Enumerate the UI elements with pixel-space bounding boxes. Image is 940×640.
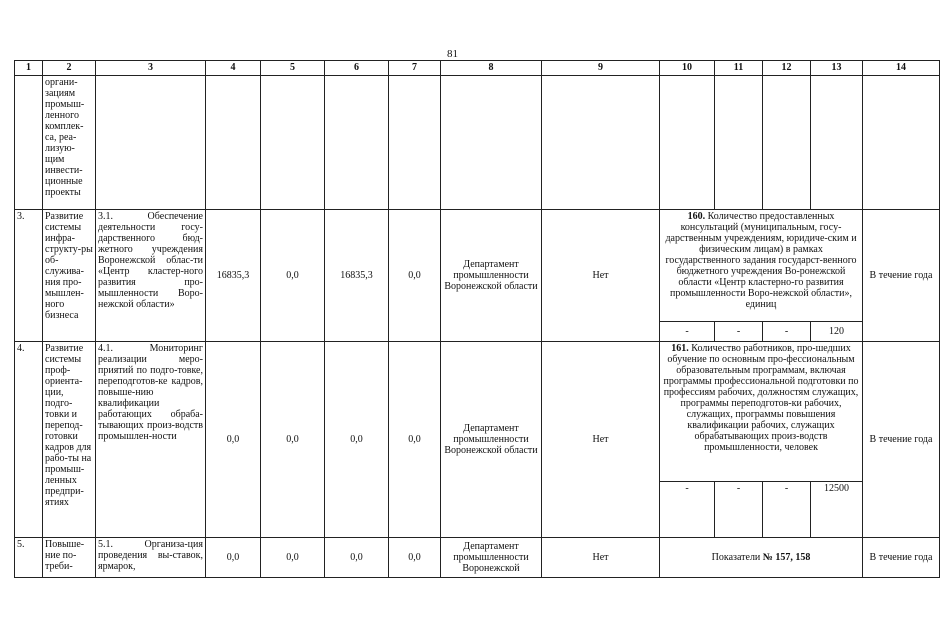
header-cell: 8 xyxy=(441,61,542,76)
table-row-4 xyxy=(15,342,940,482)
row-number: 5. xyxy=(15,538,43,578)
indicator-numbers: № 157, 158 xyxy=(762,552,811,563)
header-cell: 7 xyxy=(389,61,441,76)
value-cell: 12500 xyxy=(811,482,863,538)
deadline-cell: В течение года xyxy=(863,342,940,538)
activity-cell: 5.1. Организа-ция проведения вы-ставок, ярмарок, xyxy=(96,538,206,578)
value-cell: - xyxy=(715,322,763,342)
header-cell: 1 xyxy=(15,61,43,76)
header-cell: 2 xyxy=(43,61,96,76)
indicator-prefix: Показатели xyxy=(711,552,763,563)
risk-cell: Нет xyxy=(542,210,660,342)
funding-regional: 16835,3 xyxy=(325,210,389,342)
header-row xyxy=(15,61,940,76)
direction-cell: Развитие системы проф-ориента-ции, подго-товки и перепод-готовки кадров для рабо-ты на промыш-ленных предпри-ятиях xyxy=(43,342,96,538)
funding-total: 16835,3 xyxy=(206,210,261,342)
table-row-3 xyxy=(15,210,940,322)
table-row-continuation xyxy=(15,76,940,210)
page-number: 81 xyxy=(447,48,458,60)
table-row-5 xyxy=(15,538,940,578)
value-cell: - xyxy=(660,322,715,342)
header-cell: 10 xyxy=(660,61,715,76)
value-cell: - xyxy=(660,482,715,538)
funding-total: 0,0 xyxy=(206,342,261,538)
header-cell: 14 xyxy=(863,61,940,76)
funding-federal: 0,0 xyxy=(261,342,325,538)
header-cell: 12 xyxy=(763,61,811,76)
header-cell: 4 xyxy=(206,61,261,76)
deadline-cell: В течение года xyxy=(863,210,940,342)
direction-cell: органи- зациям промыш- ленного комплек- са, реа- лизую- щим инвести- ционные проекты xyxy=(43,76,96,210)
row-number: 3. xyxy=(15,210,43,342)
value-cell: - xyxy=(763,322,811,342)
funding-other: 0,0 xyxy=(389,342,441,538)
header-cell: 13 xyxy=(811,61,863,76)
value-cell: - xyxy=(715,482,763,538)
value-cell: 120 xyxy=(811,322,863,342)
executor-cell: Департамент промышленности Воронежской области xyxy=(441,342,542,538)
activity-cell: 3.1. Обеспечение деятельности госу-дарственного бюд-жетного учреждения Воронежской облас-ти «Центр кластер-ного развития про-мышленности Воро-нежской области» xyxy=(96,210,206,342)
indicator-number: 160. xyxy=(687,211,706,222)
direction-cell: Развитие системы инфра-структу-ры об-служива-ния про-мышлен-ного бизнеса xyxy=(43,210,96,342)
funding-other: 0,0 xyxy=(389,210,441,342)
risk-cell: Нет xyxy=(542,538,660,578)
executor-cell: Департамент промышленности Воронежской xyxy=(441,538,542,578)
indicator-cell xyxy=(660,538,863,578)
deadline-cell: В течение года xyxy=(863,538,940,578)
funding-federal: 0,0 xyxy=(261,538,325,578)
indicator-text: Количество работников, про-шедших обучение по основным про-фессиональным образовательным программам, включая программы профессиональной подготовки по профессиям рабочих, должностям служащих, программы переподготов-ки рабочих, служащих, программы повышения квалификации рабочих, служащих обрабатывающих произ-водств промышленности, человек xyxy=(663,343,859,453)
indicator-text: Количество предоставленных консультаций (муниципальным, госу-дарственным учреждениям, юридиче-ским и физическим лицам) в рамках государственного задания государст-венного бюджетного учреждения Во-ронежской области «Центр кластерно-го развития промышленности Воро-нежской области», единиц xyxy=(665,211,857,310)
direction-cell: Повыше-ние по-треби- xyxy=(43,538,96,578)
header-cell: 3 xyxy=(96,61,206,76)
header-cell: 5 xyxy=(261,61,325,76)
risk-cell: Нет xyxy=(542,342,660,538)
activity-cell: 4.1. Мониторинг реализации меро-приятий по подго-товке, переподготов-ке кадров, повыше-нию квалификации работающих обраба-тывающих произ-водств промышлен-ности xyxy=(96,342,206,538)
value-cell: - xyxy=(763,482,811,538)
header-cell: 9 xyxy=(542,61,660,76)
program-table xyxy=(14,60,940,578)
header-cell: 6 xyxy=(325,61,389,76)
funding-other: 0,0 xyxy=(389,538,441,578)
funding-regional: 0,0 xyxy=(325,538,389,578)
indicator-cell xyxy=(660,210,863,322)
funding-regional: 0,0 xyxy=(325,342,389,538)
row-number: 4. xyxy=(15,342,43,538)
indicator-number: 161. xyxy=(671,343,689,354)
funding-federal: 0,0 xyxy=(261,210,325,342)
header-cell: 11 xyxy=(715,61,763,76)
funding-total: 0,0 xyxy=(206,538,261,578)
executor-cell: Департамент промышленности Воронежской области xyxy=(441,210,542,342)
indicator-cell xyxy=(660,342,863,482)
